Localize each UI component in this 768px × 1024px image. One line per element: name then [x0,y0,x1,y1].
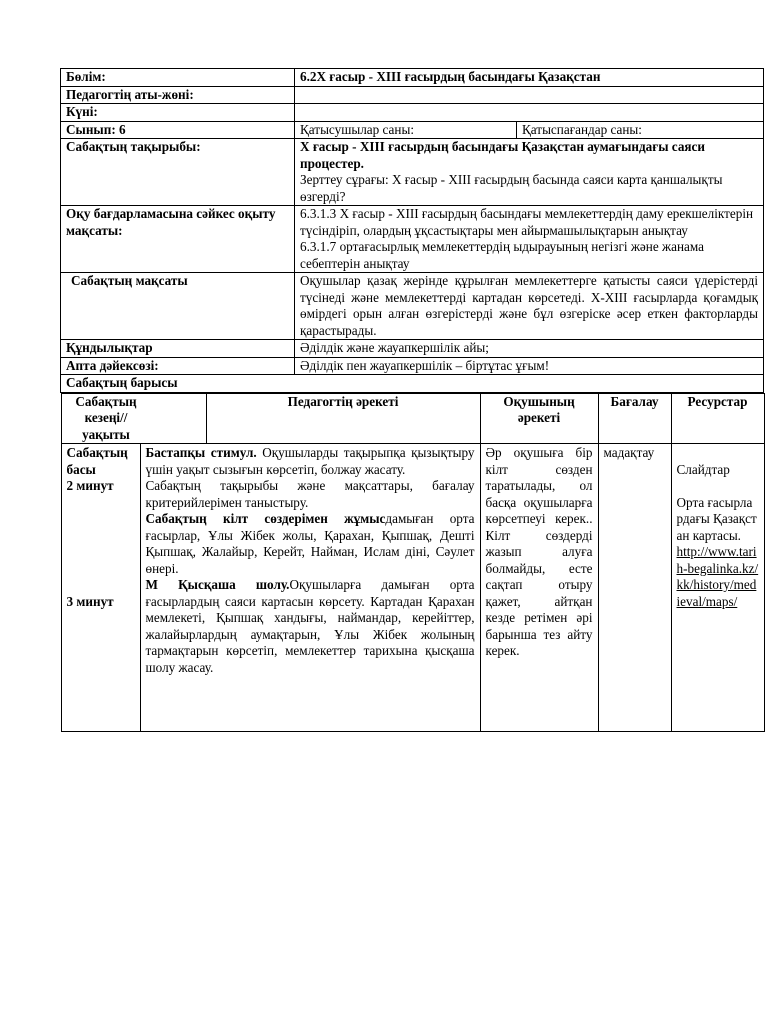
overview-heading: М Қысқаша шолу. [145,577,290,592]
objectives-cell [295,206,764,273]
lesson-plan [60,68,763,732]
goal-row [61,273,764,340]
resource-map: Орта ғасырлардағы Қазақстан картасы. [676,494,757,543]
teacher-value[interactable] [295,86,764,104]
values-label: Құндылықтар [61,340,295,358]
stage-name: Сабақтың басы [66,445,128,477]
col-resources-header: Ресурстар [671,393,764,444]
keywords-text: дамыған орта ғасырлар, Ұлы Жібек жолы, Қарахан, Қыпшақ, Дешті Қыпшақ, Жалайыр, Керейт, Найман, Ислам діні, Сәулет өнері. [145,511,475,576]
objectives-row [61,206,764,273]
objective-item: 6.3.1.3 X ғасыр - XIII ғасырдың басындағы мемлекеттердің даму ерекшеліктерін түсіндіріп, олардың ұқсастықтары мен айырмашылықтарын анықтау [300,206,754,238]
section-label: Бөлім: [61,69,295,87]
goal-text: Оқушылар қазақ жерінде құрылған мемлекеттерге қатысты саяси үдерістерді түсінеді және мемлекеттерді картадан көрсетеді. X-XIII ғасырларда қоғамдық өмірдегі орын алған өзгерістерді және бұл өзгеріске әсер еткен факторларды қарастырады. [295,273,764,340]
values-row [61,340,764,358]
progress-body-row [61,444,764,732]
overview-text: Оқушыларға дамыған орта ғасырлардың саяси картасын көрсету. Картадан Қарахан мемлекеті, Қыпшақ хандығы, наймандар, керейіттер, жалайырлардың аумақтарын, Ұлы Жібек жолының тармақтарын көрсетіп, мемлекеттер тарихына қысқаша шолу жасау. [145,577,475,675]
progress-header-row [61,393,764,444]
motto-text: Әділдік пен жауапкершілік – біртұтас ұғым! [295,357,764,375]
keywords-heading: Сабақтың кілт сөздерімен жұмыс [145,511,386,526]
topic-title: X ғасыр - XIII ғасырдың басындағы Қазақстан аумағындағы саяси процестер. [300,139,706,171]
progress-table [61,393,765,733]
stimulus-text: Оқушыларды тақырыпқа қызықтыру үшін уақыт сызығын көрсетіп, болжау жасату. [145,445,475,477]
stage-cell [61,444,140,732]
values-text: Әділдік және жауапкершілік айы; [295,340,764,358]
research-question: Зерттеу сұрағы: X ғасыр - XIII ғасырдың басында саяси карта қаншалықты өзгерді? [300,172,723,204]
section-value: 6.2X ғасыр - XIII ғасырдың басындағы Қазақстан [295,69,764,87]
assessment-text: мадақтау [598,444,671,732]
progress-table-row [61,392,764,732]
stage-time-2: 3 минут [66,593,114,609]
objective-item: 6.3.1.7 ортағасырлық мемлекеттердің ыдырауының негізгі және жанама себептерін анықтау [300,239,704,271]
lesson-plan-table [60,68,764,732]
teacher-activity [140,444,480,732]
section-row [61,69,764,87]
date-value[interactable] [295,104,764,122]
date-label: Күні: [61,104,295,122]
teacher-row [61,86,764,104]
date-row [61,104,764,122]
topic-row [61,139,764,206]
student-activity: Әр оқушыға бір кілт сөзден таратылады, ол басқа оқушыларға көрсетпеуі керек.. Кілт сөздерді жазып алуға болмайды, есте сақтап отыру қажет, айтқан кезде ретімен әрі барынша тез айту керек. [480,444,598,732]
present-count-label: Қатысушылар саны: [295,121,517,139]
grade-label: Сынып: 6 [61,121,295,139]
col-teacher-header: Педагогтің әрекеті [206,393,480,444]
stimulus-heading: Бастапқы стимул. [145,445,257,460]
progress-title: Сабақтың барысы [61,375,764,393]
topic-label: Сабақтың тақырыбы: [61,139,295,206]
col-student-header: Оқушының әрекеті [480,393,598,444]
progress-title-row [61,375,764,393]
stage-time-1: 2 минут [66,478,114,493]
goal-label: Сабақтың мақсаты [61,273,295,340]
col-stage-header: Сабақтың кезеңі//уақыты [61,393,206,444]
objectives-label: Оқу бағдарламасына сәйкес оқыту мақсаты: [61,206,295,273]
col-assessment-header: Бағалау [598,393,671,444]
motto-row [61,357,764,375]
teacher-label: Педагогтің аты-жөні: [61,86,295,104]
resource-link[interactable]: http://www.tarih-begalinka.kz/kk/history/medieval/maps/ [676,544,759,609]
absent-count-label: Қатыспағандар саны: [517,121,764,139]
resources-cell [671,444,764,732]
intro-text: Сабақтың тақырыбы және мақсаттары, бағалау критерийлерімен таныстыру. [145,478,475,510]
resource-slides: Слайдтар [676,461,730,477]
motto-label: Апта дәйексөзі: [61,357,295,375]
grade-row [61,121,764,139]
topic-cell [295,139,764,206]
